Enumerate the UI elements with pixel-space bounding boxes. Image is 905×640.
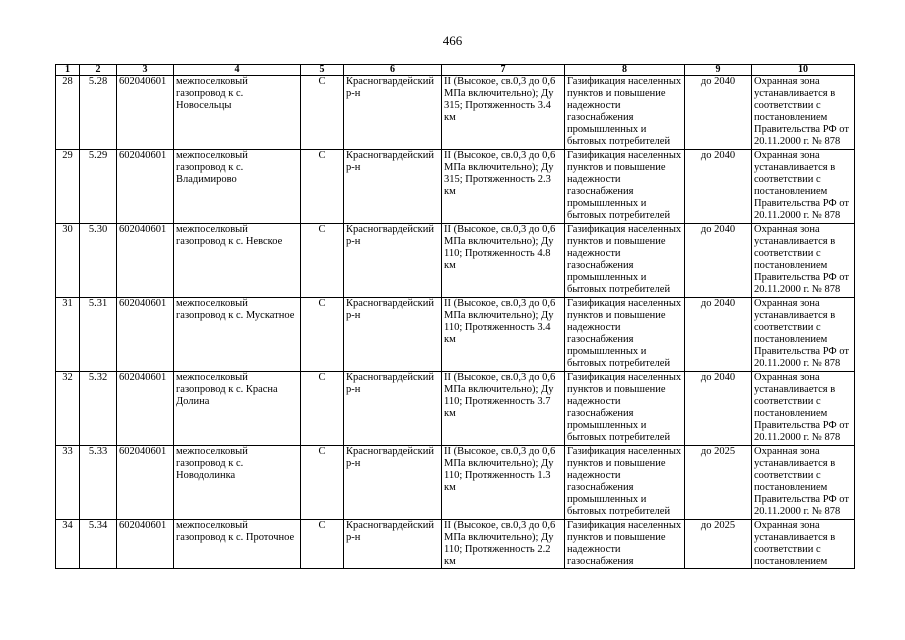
header-row: [56, 65, 855, 76]
object-parameters: II (Высокое, св.0,3 до 0,6 МПа включительно); Ду 110; Протяженность 3.7 км: [442, 372, 565, 446]
object-purpose: Газификация населенных пунктов и повышение надежности газоснабжения промышленных и бытовых потребителей: [565, 150, 685, 224]
protection-zone: Охранная зона устанавливается в соответствии с постановлением Правительства РФ от 20.11.2000 г. № 878: [752, 224, 855, 298]
protection-zone: Охранная зона устанавливается в соответствии с постановлением: [752, 520, 855, 569]
row-number: 28: [56, 76, 80, 150]
item-code: 5.33: [80, 446, 117, 520]
district: Красногвардейский р-н: [344, 446, 442, 520]
protection-zone: Охранная зона устанавливается в соответствии с постановлением Правительства РФ от 20.11.2000 г. № 878: [752, 150, 855, 224]
item-code: 5.29: [80, 150, 117, 224]
district: Красногвардейский р-н: [344, 372, 442, 446]
table-row: [56, 520, 855, 569]
item-code: 5.31: [80, 298, 117, 372]
object-status: С: [301, 446, 344, 520]
object-status: С: [301, 298, 344, 372]
table-row: [56, 446, 855, 520]
object-purpose: Газификация населенных пунктов и повышение надежности газоснабжения промышленных и бытовых потребителей: [565, 372, 685, 446]
object-purpose: Газификация населенных пунктов и повышение надежности газоснабжения: [565, 520, 685, 569]
object-status: С: [301, 224, 344, 298]
object-name: межпоселковый газопровод к с. Новосельцы: [174, 76, 301, 150]
object-parameters: II (Высокое, св.0,3 до 0,6 МПа включительно); Ду 110; Протяженность 3.4 км: [442, 298, 565, 372]
object-parameters: II (Высокое, св.0,3 до 0,6 МПа включительно); Ду 110; Протяженность 4.8 км: [442, 224, 565, 298]
protection-zone: Охранная зона устанавливается в соответствии с постановлением Правительства РФ от 20.11.2000 г. № 878: [752, 446, 855, 520]
item-code: 5.28: [80, 76, 117, 150]
object-name: межпоселковый газопровод к с. Владимирово: [174, 150, 301, 224]
object-name: межпоселковый газопровод к с. Невское: [174, 224, 301, 298]
row-number: 34: [56, 520, 80, 569]
column-header: 1: [56, 65, 80, 76]
object-status: С: [301, 76, 344, 150]
okato-code: 602040601: [117, 76, 174, 150]
district: Красногвардейский р-н: [344, 520, 442, 569]
row-number: 31: [56, 298, 80, 372]
row-number: 30: [56, 224, 80, 298]
okato-code: 602040601: [117, 520, 174, 569]
realization-term: до 2040: [685, 224, 752, 298]
column-header: 4: [174, 65, 301, 76]
okato-code: 602040601: [117, 150, 174, 224]
object-purpose: Газификация населенных пунктов и повышение надежности газоснабжения промышленных и бытовых потребителей: [565, 224, 685, 298]
table-row: [56, 372, 855, 446]
column-header: 10: [752, 65, 855, 76]
realization-term: до 2025: [685, 446, 752, 520]
column-header: 3: [117, 65, 174, 76]
table-row: [56, 150, 855, 224]
objects-table: [55, 64, 855, 569]
row-number: 33: [56, 446, 80, 520]
protection-zone: Охранная зона устанавливается в соответствии с постановлением Правительства РФ от 20.11.2000 г. № 878: [752, 372, 855, 446]
item-code: 5.30: [80, 224, 117, 298]
column-header: 8: [565, 65, 685, 76]
column-header: 7: [442, 65, 565, 76]
okato-code: 602040601: [117, 446, 174, 520]
object-parameters: II (Высокое, св.0,3 до 0,6 МПа включительно); Ду 315; Протяженность 3.4 км: [442, 76, 565, 150]
table-row: [56, 224, 855, 298]
column-header: 2: [80, 65, 117, 76]
protection-zone: Охранная зона устанавливается в соответствии с постановлением Правительства РФ от 20.11.2000 г. № 878: [752, 298, 855, 372]
object-status: С: [301, 372, 344, 446]
row-number: 32: [56, 372, 80, 446]
object-status: С: [301, 520, 344, 569]
object-name: межпоселковый газопровод к с. Новодолинка: [174, 446, 301, 520]
object-purpose: Газификация населенных пунктов и повышение надежности газоснабжения промышленных и бытовых потребителей: [565, 446, 685, 520]
object-parameters: II (Высокое, св.0,3 до 0,6 МПа включительно); Ду 315; Протяженность 2.3 км: [442, 150, 565, 224]
realization-term: до 2025: [685, 520, 752, 569]
district: Красногвардейский р-н: [344, 298, 442, 372]
realization-term: до 2040: [685, 76, 752, 150]
table-row: [56, 298, 855, 372]
okato-code: 602040601: [117, 372, 174, 446]
page-number: 466: [442, 33, 463, 48]
object-purpose: Газификация населенных пунктов и повышение надежности газоснабжения промышленных и бытовых потребителей: [565, 298, 685, 372]
table-row: [56, 76, 855, 150]
realization-term: до 2040: [685, 372, 752, 446]
column-header: 9: [685, 65, 752, 76]
district: Красногвардейский р-н: [344, 76, 442, 150]
column-header: 6: [344, 65, 442, 76]
object-parameters: II (Высокое, св.0,3 до 0,6 МПа включительно); Ду 110; Протяженность 1.3 км: [442, 446, 565, 520]
item-code: 5.34: [80, 520, 117, 569]
okato-code: 602040601: [117, 298, 174, 372]
district: Красногвардейский р-н: [344, 224, 442, 298]
row-number: 29: [56, 150, 80, 224]
district: Красногвардейский р-н: [344, 150, 442, 224]
column-header: 5: [301, 65, 344, 76]
protection-zone: Охранная зона устанавливается в соответствии с постановлением Правительства РФ от 20.11.2000 г. № 878: [752, 76, 855, 150]
item-code: 5.32: [80, 372, 117, 446]
object-name: межпоселковый газопровод к с. Красна Долина: [174, 372, 301, 446]
okato-code: 602040601: [117, 224, 174, 298]
object-parameters: II (Высокое, св.0,3 до 0,6 МПа включительно); Ду 110; Протяженность 2.2 км: [442, 520, 565, 569]
object-name: межпоселковый газопровод к с. Мускатное: [174, 298, 301, 372]
realization-term: до 2040: [685, 150, 752, 224]
object-purpose: Газификация населенных пунктов и повышение надежности газоснабжения промышленных и бытовых потребителей: [565, 76, 685, 150]
object-status: С: [301, 150, 344, 224]
object-name: межпоселковый газопровод к с. Проточное: [174, 520, 301, 569]
realization-term: до 2040: [685, 298, 752, 372]
